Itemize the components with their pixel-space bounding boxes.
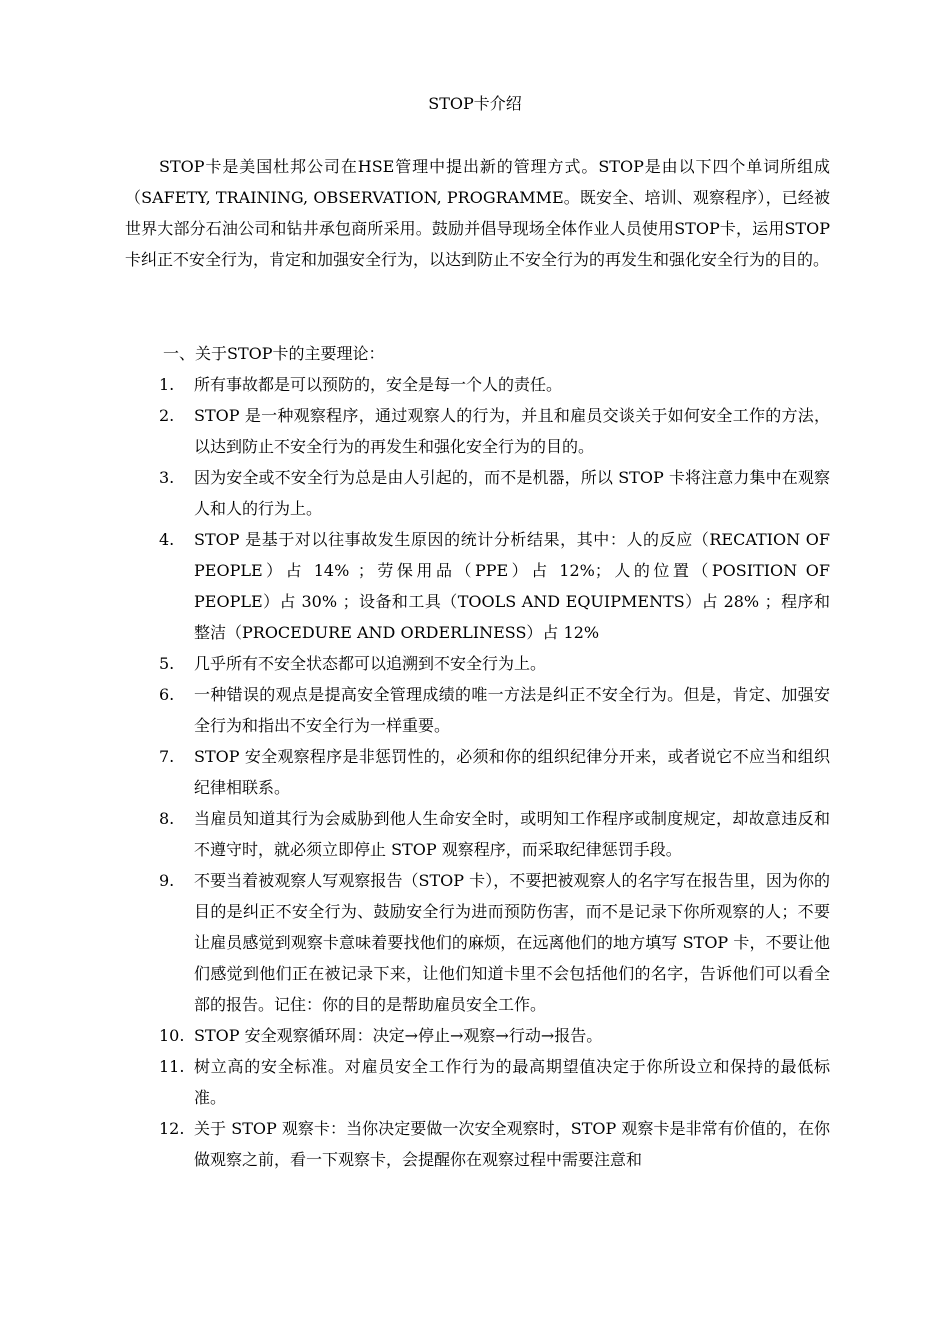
list-item — [125, 369, 830, 400]
list-item — [125, 400, 830, 462]
list-item-text: 关于 STOP 观察卡：当你决定要做一次安全观察时，STOP 观察卡是非常有价值的，在你做观察之前，看一下观察卡，会提醒你在观察过程中需要注意和 — [194, 1119, 830, 1169]
list-item-number: 11. — [159, 1057, 185, 1076]
list-item-text: 因为安全或不安全行为总是由人引起的，而不是机器，所以 STOP 卡将注意力集中在观察人和人的行为上。 — [194, 468, 830, 518]
list-item-number: 1. — [159, 375, 175, 394]
list-item-text: 不要当着被观察人写观察报告（STOP 卡），不要把被观察人的名字写在报告里，因为你的目的是纠正不安全行为、鼓励安全行为进而预防伤害，而不是记录下你所观察的人；不要让雇员感觉到观察卡意味着要找他们的麻烦，在远离他们的地方填写 STOP 卡，不要让他们感觉到他们正在被记录下来，让他们知道卡里不会包括他们的名字，告诉他们可以看全部的报告。记住：你的目的是帮助雇员安全工作。 — [194, 871, 830, 1014]
list-item — [125, 741, 830, 803]
list-item — [125, 462, 830, 524]
list-item — [125, 1020, 830, 1051]
list-item-number: 9. — [159, 871, 175, 890]
list-item-text: 几乎所有不安全状态都可以追溯到不安全行为上。 — [194, 654, 547, 673]
list-item-number: 8. — [159, 809, 175, 828]
list-item-text: STOP 安全观察循环周：决定→停止→观察→行动→报告。 — [194, 1026, 603, 1045]
list-item-number: 5. — [159, 654, 175, 673]
document-title: STOP卡介绍 — [428, 94, 522, 113]
theory-list — [125, 369, 830, 1175]
list-item-text: STOP 是基于对以往事故发生原因的统计分析结果，其中：人的反应（RECATION OF PEOPLE）占 14% ；劳保用品（PPE）占 12%；人的位置（POSITION OF PEOPLE）占 30% ；设备和工具（TOOLS AND EQUIPMENTS）占 28% ；程序和整洁（PROCEDURE AND ORDERLINESS）占 12% — [194, 530, 830, 642]
list-item — [125, 803, 830, 865]
list-item — [125, 679, 830, 741]
list-item — [125, 1113, 830, 1175]
list-item-number: 2. — [159, 406, 175, 425]
list-item — [125, 1051, 830, 1113]
list-item-number: 6. — [159, 685, 175, 704]
list-item-text: 当雇员知道其行为会威胁到他人生命安全时，或明知工作程序或制度规定，却故意违反和不遵守时，就必须立即停止 STOP 观察程序，而采取纪律惩罚手段。 — [194, 809, 830, 859]
list-item — [125, 648, 830, 679]
list-item-number: 10. — [159, 1026, 185, 1045]
list-item-text: 所有事故都是可以预防的，安全是每一个人的责任。 — [194, 375, 563, 394]
list-item-number: 7. — [159, 747, 175, 766]
list-item-text: STOP 安全观察程序是非惩罚性的，必须和你的组织纪律分开来，或者说它不应当和组织纪律相联系。 — [194, 747, 830, 797]
list-item-text: 树立高的安全标准。对雇员安全工作行为的最高期望值决定于你所设立和保持的最低标准。 — [194, 1057, 830, 1107]
list-item-number: 12. — [159, 1119, 185, 1138]
list-item — [125, 865, 830, 1020]
section-heading: 一、关于STOP卡的主要理论： — [163, 344, 385, 363]
intro-paragraph: STOP卡是美国杜邦公司在HSE管理中提出新的管理方式。STOP是由以下四个单词所组成（SAFETY, TRAINING, OBSERVATION, PROGRAMME。既安全、培训、观察程序），已经被世界大部分石油公司和钻井承包商所采用。鼓励并倡导现场全体作业人员使用STOP卡，运用STOP卡纠正不安全行为，肯定和加强安全行为，以达到防止不安全行为的再发生和强化安全行为的目的。 — [125, 157, 830, 269]
list-item-number: 4. — [159, 530, 175, 549]
list-item-number: 3. — [159, 468, 175, 487]
list-item-text: 一种错误的观点是提高安全管理成绩的唯一方法是纠正不安全行为。但是，肯定、加强安全行为和指出不安全行为一样重要。 — [194, 685, 830, 735]
list-item-text: STOP 是一种观察程序，通过观察人的行为，并且和雇员交谈关于如何安全工作的方法，以达到防止不安全行为的再发生和强化安全行为的目的。 — [194, 406, 830, 456]
list-item — [125, 524, 830, 648]
